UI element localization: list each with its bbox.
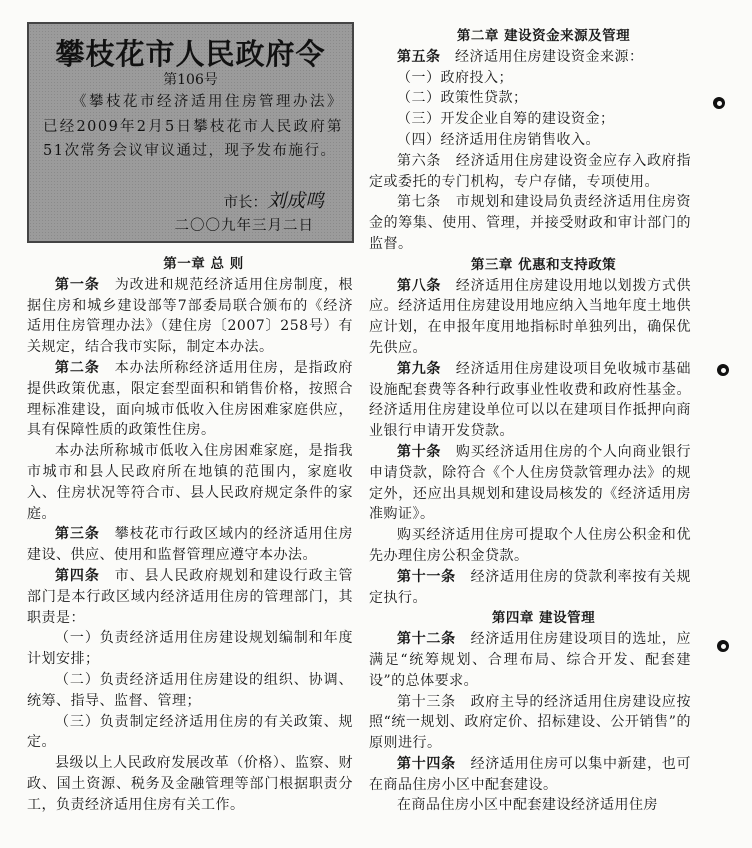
article-text: 攀枝花市行政区域内的经济适用住房建设、供应、使用和监督管理应遵守本办法。 <box>27 526 354 564</box>
article-text: 市规划和建设局负责经济适用住房资金的筹集、使用、管理，并接受财政和审计部门的监督。 <box>369 194 692 252</box>
article-text: 经济适用住房建设项目的选址，应满足“统筹规划、合理布局、综合开发、配套建设”的总体要求。 <box>369 631 692 689</box>
decree-box <box>27 22 354 243</box>
article-1 <box>27 275 353 358</box>
mayor-label: 市长： <box>223 195 267 211</box>
article-2 <box>27 358 353 441</box>
article-4-item-2: （二）负责经济适用住房建设的组织、协调、统筹、指导、监督、管理； <box>27 671 353 709</box>
binder-hole-top <box>713 97 725 109</box>
article-label: 第七条 <box>397 194 442 211</box>
article-11 <box>369 567 691 609</box>
article-4-para-2: 县级以上人民政府发展改革（价格）、监察、财政、国土资源、税务及金融管理等部门根据职责分工，负责经济适用住房有关工作。 <box>27 755 353 813</box>
article-10 <box>369 442 691 525</box>
article-label: 第四条 <box>55 567 100 584</box>
article-label: 第五条 <box>397 48 441 65</box>
chapter-1-title: 第一章 总 则 <box>163 256 244 272</box>
decree-body: 《攀枝花市经济适用住房管理办法》已经2009年2月5日攀枝花市人民政府第51次常务会议审议通过，现予发布施行。 <box>43 94 343 159</box>
article-text: 本办法所称经济适用住房，是指政府提供政策优惠，限定套型面积和销售价格，按照合理标准建设，面向城市低收入住房困难家庭供应，具有保障性质的政策性住房。 <box>27 359 354 439</box>
right-column <box>369 26 691 816</box>
article-8 <box>369 276 691 359</box>
article-label: 第六条 <box>397 152 442 169</box>
article-text: 经济适用住房建设资金来源： <box>455 48 644 65</box>
article-label: 第三条 <box>55 526 100 543</box>
left-column <box>27 254 353 816</box>
binder-hole-bottom <box>717 640 729 652</box>
article-text: 为改进和规范经济适用住房制度，根据住房和城乡建设部等7部委局联合颁布的《经济适用住房管理办法》（建住房〔2007〕258号）有关规定，结合我市实际，制定本办法。 <box>27 276 354 356</box>
article-label: 第八条 <box>397 277 442 294</box>
decree-mayor <box>223 186 324 213</box>
article-5-item-3: （三）开发企业自筹的建设资金； <box>397 111 615 128</box>
article-4-item-1: （一）负责经济适用住房建设规划编制和年度计划安排； <box>27 630 353 668</box>
article-5-item-1: （一）政府投入； <box>397 69 513 86</box>
chapter-2-title: 第二章 建设资金来源及管理 <box>456 28 631 44</box>
article-label: 第十三条 <box>397 693 456 710</box>
article-14 <box>369 754 691 796</box>
article-12 <box>369 629 691 691</box>
article-4 <box>27 566 353 628</box>
decree-date: 二〇〇九年三月二日 <box>174 218 314 234</box>
article-3 <box>27 524 353 566</box>
article-text: 购买经济适用住房的个人向商业银行申请贷款，除符合《个人住房贷款管理办法》的规定外，还应出具规划和建设局核发的《经济适用房准购证》。 <box>369 443 692 523</box>
article-7 <box>369 192 691 254</box>
article-6 <box>369 151 691 193</box>
article-text: 经济适用住房可以集中新建，也可在商品住房小区中配套建设。 <box>369 755 692 793</box>
article-14-para-2: 在商品住房小区中配套建设经济适用住房 <box>397 797 658 814</box>
article-5 <box>369 47 691 68</box>
article-5-item-4: （四）经济适用住房销售收入。 <box>397 131 600 148</box>
article-label: 第十条 <box>397 443 442 460</box>
article-label: 第十四条 <box>397 755 456 772</box>
article-label: 第二条 <box>55 359 100 376</box>
article-2-para-2: 本办法所称城市低收入住房困难家庭，是指我市城市和县人民政府所在地镇的范围内，家庭收入、住房状况等符合市、县人民政府规定条件的家庭。 <box>27 443 353 522</box>
article-label: 第十二条 <box>397 631 456 648</box>
article-13 <box>369 692 691 754</box>
decree-number: 第106号 <box>163 72 218 88</box>
article-5-item-2: （二）政策性贷款； <box>397 90 528 107</box>
article-text: 市、县人民政府规划和建设行政主管部门是本行政区域内经济适用住房的管理部门，其职责是： <box>27 567 354 626</box>
article-text: 经济适用住房建设资金应存入政府指定或委托的专门机构，专户存储，专项使用。 <box>369 152 692 190</box>
article-text: 经济适用住房建设项目免收城市基础设施配套费等各种行政事业性收费和政府性基金。经济适用住房建设单位可以以在建项目作抵押向商业银行申请开发贷款。 <box>369 360 692 440</box>
chapter-4-title: 第四章 建设管理 <box>491 610 596 627</box>
article-label: 第一条 <box>55 276 100 293</box>
article-text: 经济适用住房的贷款利率按有关规定执行。 <box>369 568 692 606</box>
decree-title: 攀枝花市人民政府令 <box>55 37 326 71</box>
article-label: 第九条 <box>397 360 442 377</box>
article-label: 第十一条 <box>397 568 456 585</box>
article-10-para-2: 购买经济适用住房可提取个人住房公积金和优先办理住房公积金贷款。 <box>369 527 691 564</box>
article-text: 政府主导的经济适用住房建设应按照“统一规划、政府定价、招标建设、公开销售”的原则进行。 <box>369 693 692 752</box>
binder-hole-middle <box>717 364 729 376</box>
mayor-signature: 刘成鸣 <box>266 190 324 212</box>
article-9 <box>369 359 691 442</box>
article-4-item-3: （三）负责制定经济适用住房的有关政策、规定。 <box>27 713 353 751</box>
article-text: 经济适用住房建设用地以划拨方式供应。经济适用住房建设用地应纳入当地年度土地供应计划，在申报年度用地指标时单独列出，确保优先供应。 <box>369 277 692 356</box>
chapter-3-title: 第三章 优惠和支持政策 <box>470 256 617 273</box>
